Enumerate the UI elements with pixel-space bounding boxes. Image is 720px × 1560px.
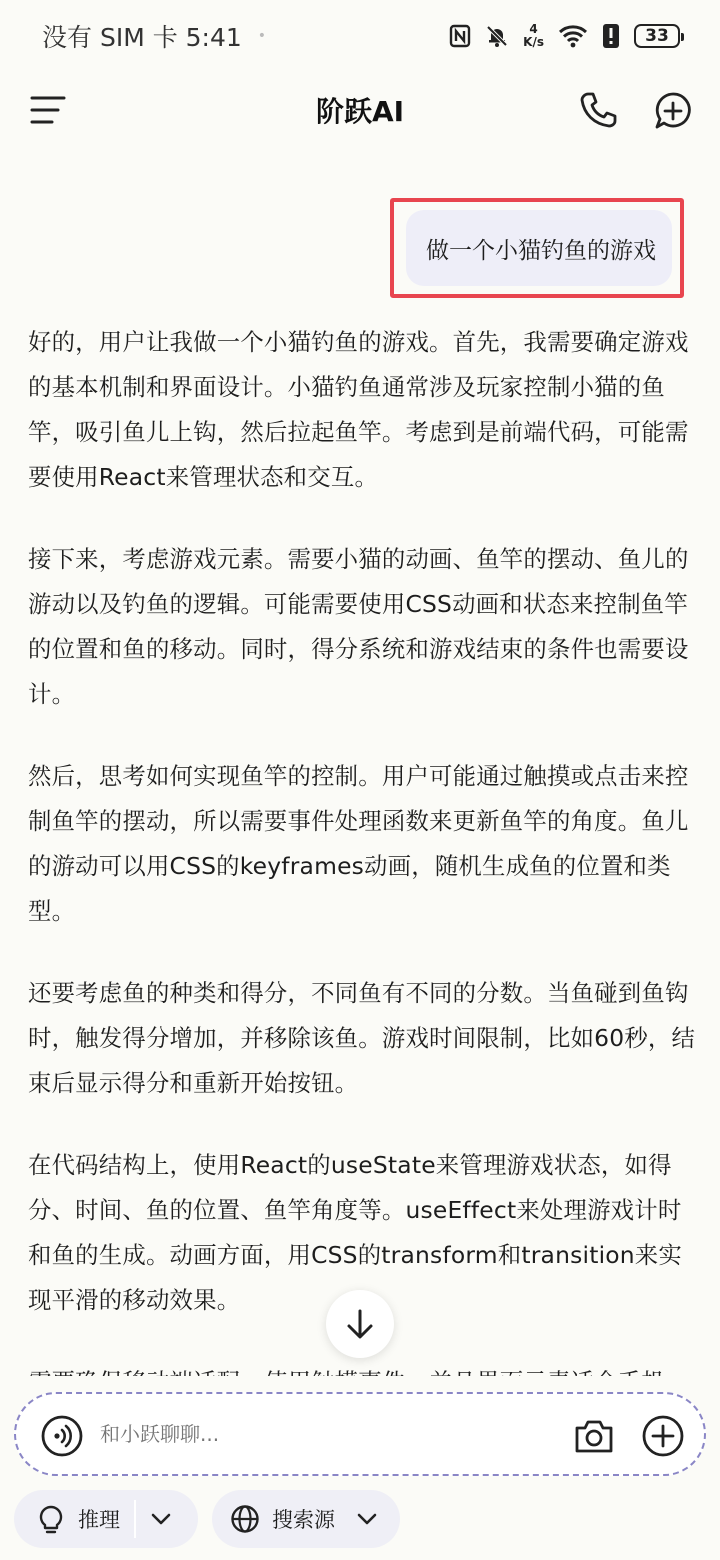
chat-input[interactable]	[100, 1394, 540, 1474]
search-source-label: 搜索源	[272, 1508, 335, 1532]
nfc-icon	[449, 24, 471, 48]
assistant-message	[28, 320, 696, 1380]
speed-unit: K/s	[523, 35, 544, 49]
highlight-box	[390, 198, 684, 298]
speed-value: 4	[529, 22, 538, 36]
answer-paragraph: 在代码结构上，使用React的useState来管理游戏状态，如得分、时间、鱼的位置、鱼竿角度等。useEffect来处理游戏计时和鱼的生成。动画方面，用CSS的transform和transition来实现平滑的移动效果。	[28, 1151, 682, 1314]
add-button[interactable]	[640, 1413, 686, 1459]
voice-icon	[40, 1414, 84, 1458]
camera-button[interactable]	[572, 1414, 616, 1458]
scroll-to-bottom-button[interactable]	[326, 1290, 394, 1358]
camera-icon	[572, 1414, 616, 1458]
lightbulb-icon	[38, 1505, 64, 1535]
chat-input-box	[14, 1392, 706, 1476]
divider	[134, 1500, 136, 1538]
network-speed	[523, 23, 544, 49]
user-message-text: 做一个小猫钓鱼的游戏	[426, 237, 656, 264]
status-left	[42, 18, 266, 54]
app-header	[0, 72, 720, 148]
chevron-down-icon	[356, 1510, 378, 1528]
answer-paragraph: 还要考虑鱼的种类和得分，不同鱼有不同的分数。当鱼碰到鱼钩时，触发得分增加，并移除该鱼。游戏时间限制，比如60秒，结束后显示得分和重新开始按钮。	[28, 979, 696, 1097]
alert-icon	[602, 23, 620, 49]
battery-indicator: 33	[634, 24, 680, 48]
arrow-down-icon	[345, 1308, 375, 1340]
plus-circle-icon	[640, 1413, 686, 1459]
chevron-down-icon	[150, 1510, 172, 1528]
wifi-icon	[558, 24, 588, 48]
page-title: 阶跃AI	[315, 95, 405, 128]
new-chat-button[interactable]	[652, 90, 694, 132]
answer-paragraph: 接下来，考虑游戏元素。需要小猫的动画、鱼竿的摆动、鱼儿的游动以及钓鱼的逻辑。可能需要使用CSS动画和状态来控制鱼竿的位置和鱼的移动。同时，得分系统和游戏结束的条件也需要设计。	[28, 545, 689, 708]
menu-button[interactable]	[28, 92, 68, 128]
user-message-bubble[interactable]	[406, 210, 672, 286]
phone-icon	[578, 90, 618, 130]
answer-paragraph: 然后，思考如何实现鱼竿的控制。用户可能通过触摸或点击来控制鱼竿的摆动，所以需要事件处理函数来更新鱼竿的角度。鱼儿的游动可以用CSS的keyframes动画，随机生成鱼的位置和类型。	[28, 762, 689, 925]
search-source-selector[interactable]	[212, 1490, 400, 1548]
reasoning-toggle[interactable]	[14, 1490, 198, 1548]
answer-paragraph: 好的，用户让我做一个小猫钓鱼的游戏。首先，我需要确定游戏的基本机制和界面设计。小猫钓鱼通常涉及玩家控制小猫的鱼竿，吸引鱼儿上钩，然后拉起鱼竿。考虑到是前端代码，可能需要使用React来管理状态和交互。	[28, 328, 689, 491]
status-icons	[449, 23, 680, 49]
menu-icon	[28, 92, 68, 128]
reasoning-label: 推理	[78, 1508, 120, 1532]
globe-icon	[230, 1504, 260, 1534]
mute-bell-icon	[485, 24, 509, 48]
voice-button[interactable]	[40, 1414, 84, 1458]
carrier-time: 没有 SIM 卡 5:41	[42, 23, 242, 52]
call-button[interactable]	[578, 90, 618, 130]
new-chat-icon	[652, 90, 694, 132]
status-bar	[0, 0, 720, 72]
status-dot-icon: •	[257, 28, 267, 44]
